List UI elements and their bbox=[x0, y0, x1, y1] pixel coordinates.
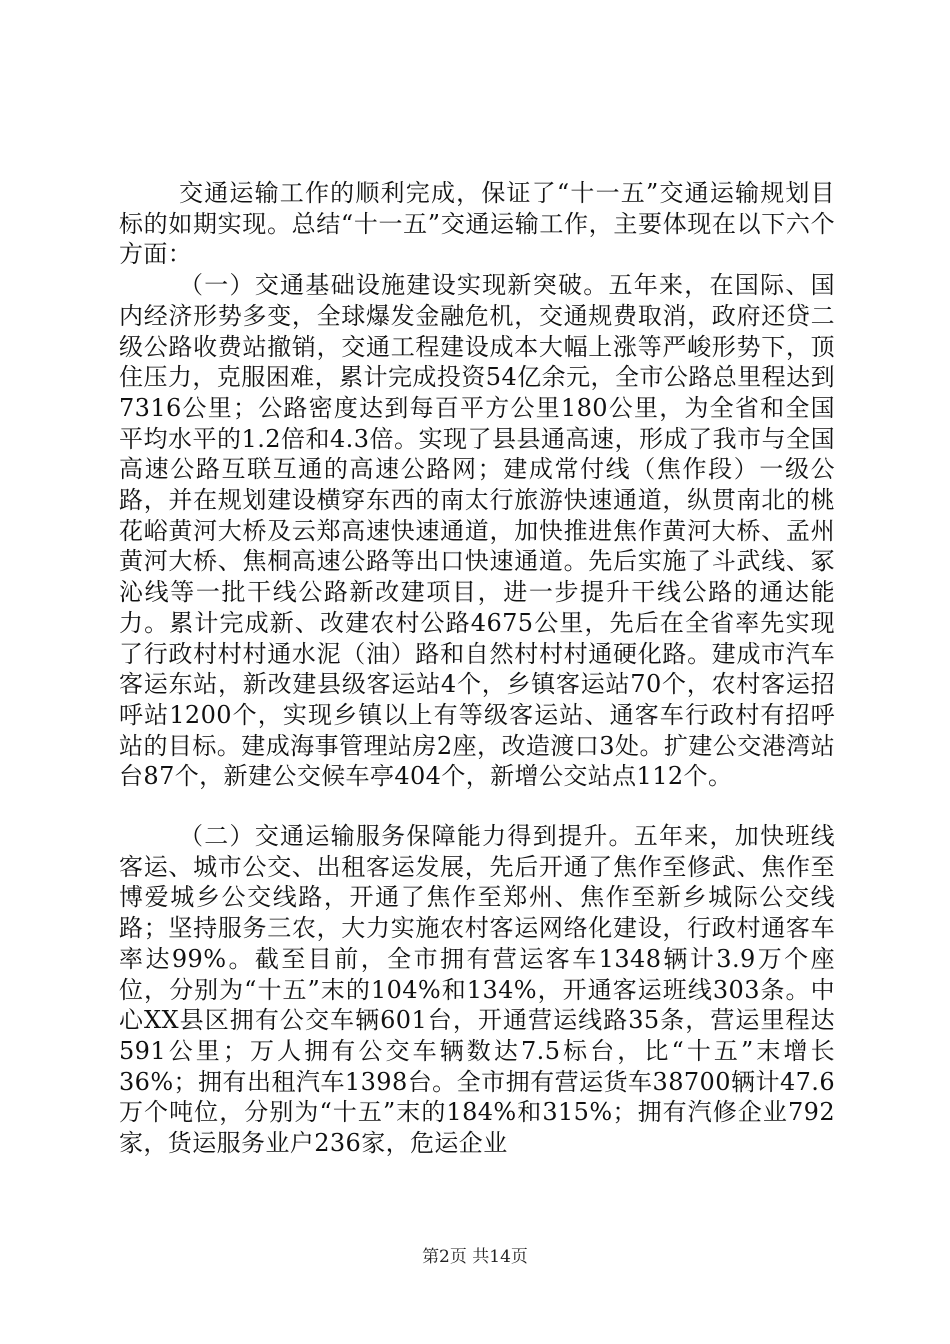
page-footer: 第2页 共14页 bbox=[422, 1247, 528, 1267]
paragraph-section-2: （二）交通运输服务保障能力得到提升。五年来，加快班线客运、城市公交、出租客运发展，先后开通了焦作至修武、焦作至博爱城乡公交线路，开通了焦作至郑州、焦作至新乡城际公交线路；坚持服务三农，大力实施农村客运网络化建设，行政村通客车率达99%。截至目前，全市拥有营运客车1348辆计3.9万个座位，分别为“十五”末的104%和134%，开通客运班线303条。中心XX县区拥有公交车辆601台，开通营运线路35条，营运里程达591公里；万人拥有公交车辆数达7.5标台，比“十五”末增长36%；拥有出租汽车1398台。全市拥有营运货车38700辆计47.6万个吨位，分别为“十五”末的184%和315%；拥有汽修企业792家，货运服务业户236家，危运企业 bbox=[119, 822, 835, 1158]
paragraph-section-1: （一）交通基础设施建设实现新突破。五年来，在国际、国内经济形势多变，全球爆发金融危机，交通规费取消，政府还贷二级公路收费站撤销，交通工程建设成本大幅上涨等严峻形势下，顶住压力，克服困难，累计完成投资54亿余元，全市公路总里程达到7316公里；公路密度达到每百平方公里180公里，为全省和全国平均水平的1.2倍和4.3倍。实现了县县通高速，形成了我市与全国高速公路互联互通的高速公路网；建成常付线（焦作段）一级公路，并在规划建设横穿东西的南太行旅游快速通道，纵贯南北的桃花峪黄河大桥及云郑高速快速通道，加快推进焦作黄河大桥、孟州黄河大桥、焦桐高速公路等出口快速通道。先后实施了斗武线、冢沁线等一批干线公路新改建项目，进一步提升干线公路的通达能力。累计完成新、改建农村公路4675公里，先后在全省率先实现了行政村村村通水泥（油）路和自然村村村通硬化路。建成市汽车客运东站，新改建县级客运站4个，乡镇客运站70个，农村客运招呼站1200个，实现乡镇以上有等级客运站、通客车行政村有招呼站的目标。建成海事管理站房2座，改造渡口3处。扩建公交港湾站台87个，新建公交候车亭404个，新增公交站点112个。 bbox=[119, 271, 835, 791]
text-block-1 bbox=[119, 178, 835, 792]
text-block-2 bbox=[119, 821, 835, 1159]
paragraph-intro: 交通运输工作的顺利完成，保证了“十一五”交通运输规划目标的如期实现。总结“十一五”交通运输工作，主要体现在以下六个方面： bbox=[119, 179, 835, 269]
